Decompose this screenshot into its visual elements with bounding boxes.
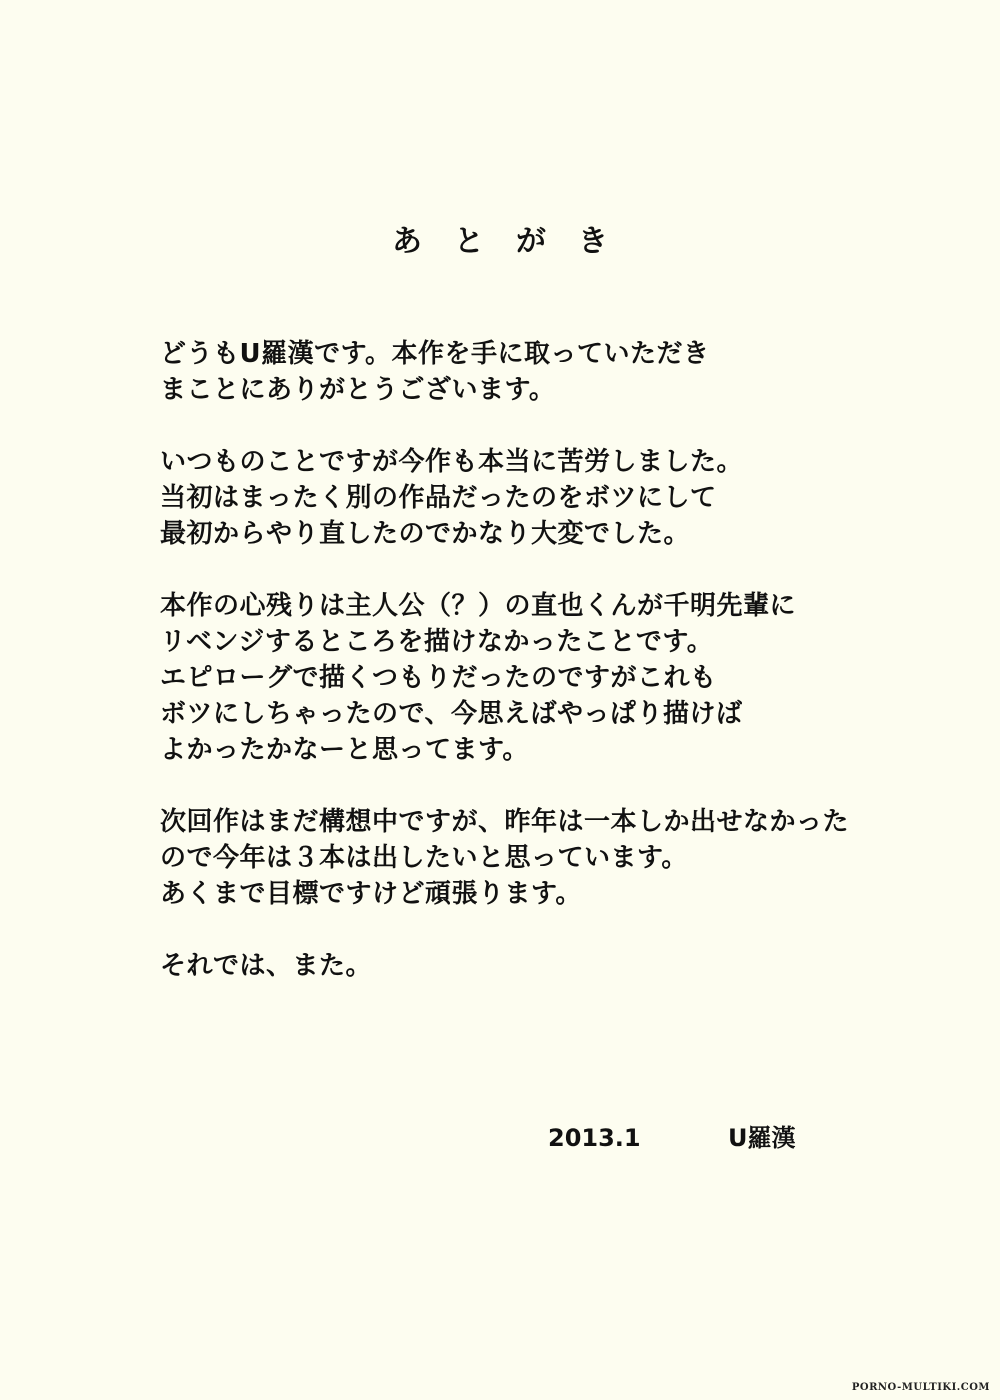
text-line: 最初からやり直したのでかなり大変でした。 (160, 519, 691, 549)
text-line: エピローグで描くつもりだったのですがこれも (160, 663, 717, 693)
text-line: どうもU羅漢です。本作を手に取っていただき (160, 339, 710, 369)
page-title: あとがき (392, 224, 640, 259)
paragraph-hardship (160, 444, 960, 552)
paragraph-greeting (160, 336, 960, 408)
paragraph-closing (160, 948, 960, 984)
signature-date: 2013.1 (548, 1124, 641, 1152)
text-line: リベンジするところを描けなかったことです。 (160, 627, 714, 657)
paragraph-regret (160, 588, 960, 768)
text-line: 本作の心残りは主人公（？）の直也くんが千明先輩に (160, 591, 797, 621)
text-line: ので今年は３本は出したいと思っています。 (160, 843, 688, 873)
signature-author: U羅漢 (728, 1124, 796, 1152)
text-line: ボツにしちゃったので、今思えばやっぱり描けば (160, 699, 743, 729)
text-line: まことにありがとうございます。 (160, 375, 556, 405)
text-line: よかったかなーと思ってます。 (160, 735, 529, 765)
text-line: それでは、また。 (160, 951, 373, 981)
afterword-body (160, 336, 960, 1020)
text-line: 次回作はまだ構想中ですが、昨年は一本しか出せなかった (160, 807, 850, 837)
text-line: いつものことですが今作も本当に苦労しました。 (160, 447, 744, 477)
site-watermark: PORNO-MULTIKI.COM (851, 1382, 990, 1393)
text-line: 当初はまったく別の作品だったのをボツにして (160, 483, 717, 513)
text-line: あくまで目標ですけど頑張ります。 (160, 879, 582, 909)
paragraph-next-work (160, 804, 960, 912)
